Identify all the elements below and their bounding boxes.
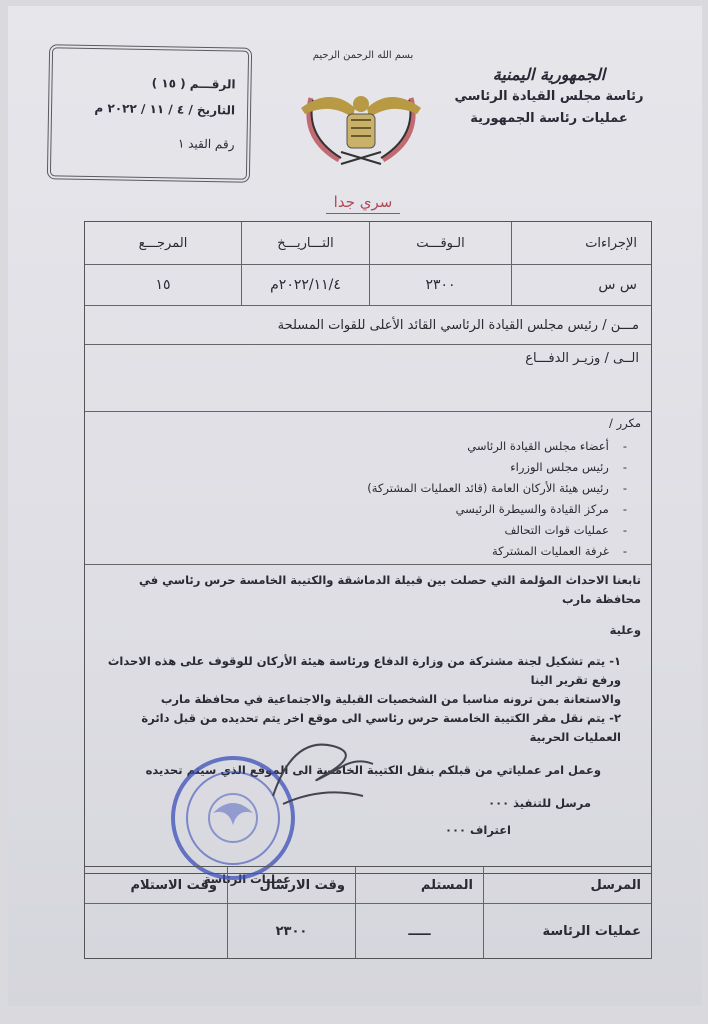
cc-item: - رئيس مجلس الوزراء [95, 457, 627, 478]
cc-section [85, 412, 651, 564]
value-send-time: ٢٣٠٠ [227, 904, 355, 958]
transmission-values-row [85, 904, 651, 958]
cc-item: - أعضاء مجلس القيادة الرئاسي [95, 436, 627, 457]
body-order: وعمل امر عملياتي من قبلكم بنقل الكتيبة الخامسة الى الموقع الذي سيتم تحديده [145, 763, 601, 777]
value-sender: عمليات الرئاسة [483, 904, 651, 958]
header-reference: المرجـــع [138, 235, 188, 251]
cc-row [85, 412, 651, 565]
value-reference: ١٥ [155, 277, 171, 293]
value-time: ٢٣٠٠ [369, 265, 511, 305]
classification-underline [326, 213, 400, 214]
to-line: الــى / وزيـر الدفـــاع [525, 351, 639, 366]
letterhead [454, 64, 644, 130]
cc-item: - غرفة العمليات المشتركة [95, 541, 627, 562]
classification-label: سري جدا [333, 193, 393, 211]
body-and: وعلية [609, 623, 641, 637]
document-page [8, 6, 702, 1006]
country-name: الجمهورية اليمنية [492, 65, 606, 84]
value-receive-time [85, 904, 227, 958]
council-name: رئاسة مجلس القيادة الرئاسي [454, 89, 644, 104]
cc-item: - عمليات قوات التحالف [95, 520, 627, 541]
body-item1a: ١- يتم تشكيل لجنة مشتركة من وزارة الدفاع ورئاسة هيئة الأركان للوقوف على هذه الاحداث ورفع تقرير الينا [107, 654, 621, 687]
body-item1b: والاستعانة بمن ترونه مناسبا من الشخصيات القبلية والاجتماعية في محافظة مارب [160, 692, 621, 706]
from-row [85, 306, 651, 345]
cc-item: - رئيس هيئة الأركان العامة (قائد العمليات المشتركة) [95, 478, 627, 499]
cc-item: - مركز القيادة والسيطرة الرئيسي [95, 499, 627, 520]
transmission-header-row [85, 867, 651, 904]
value-receiver: ـــــ [355, 904, 483, 958]
basmala: بسم الله الرحمن الرحيم [312, 50, 414, 61]
value-date: ٢٠٢٢/١١/٤م [241, 265, 369, 305]
body-ack: اعتراف ٠٠٠ [444, 823, 511, 837]
signature-icon [263, 726, 383, 816]
header-actions: الإجراءات [511, 222, 651, 264]
operations-name: عمليات رئاسة الجمهورية [470, 111, 628, 126]
value-actions: س س [511, 265, 651, 305]
reference-stamp [47, 44, 252, 183]
values-row [85, 265, 651, 306]
body-send: مرسل للتنفيذ ٠٠٠ [488, 796, 591, 810]
from-line: مـــن / رئيس مجلس القيادة الرئاسي القائد الأعلى للقوات المسلحة [277, 317, 639, 333]
header-row [85, 222, 651, 265]
body-intro: تابعنا الاحداث المؤلمة التي حصلت بين قبيلة الدماشقة والكتيبة الخامسة حرس رئاسي في محافظة مارب [138, 573, 641, 606]
cc-label: مكرر / [609, 416, 641, 430]
stamp-number: الرقـــم ( ١٥ ) [151, 76, 236, 92]
to-row [85, 345, 651, 412]
stamp-incoming: رقم القيد ١ [177, 136, 235, 152]
header-receiver: المستلم [355, 867, 483, 903]
body-item2: ٢- يتم نقل مقر الكتيبة الخامسة حرس رئاسي الى موقع اخر يتم تحديده من قبل دائرة العمليات الحربية [141, 711, 621, 744]
stamp-date: التاريخ / ٤ / ١١ / ٢٠٢٢ م [94, 101, 236, 118]
header-sender: المرسل [483, 867, 651, 903]
header-date: التـــاريـــخ [241, 222, 369, 264]
header-receive-time: وقت الاستلام [130, 877, 217, 893]
header-time: الـوقـــت [369, 222, 511, 264]
eagle-emblem-icon [291, 78, 431, 178]
cc-list [95, 436, 641, 562]
header-send-time: وقت الارسال [227, 867, 355, 903]
signature-label: عمليات الرئاسة [203, 872, 291, 886]
transmission-table [84, 866, 652, 959]
